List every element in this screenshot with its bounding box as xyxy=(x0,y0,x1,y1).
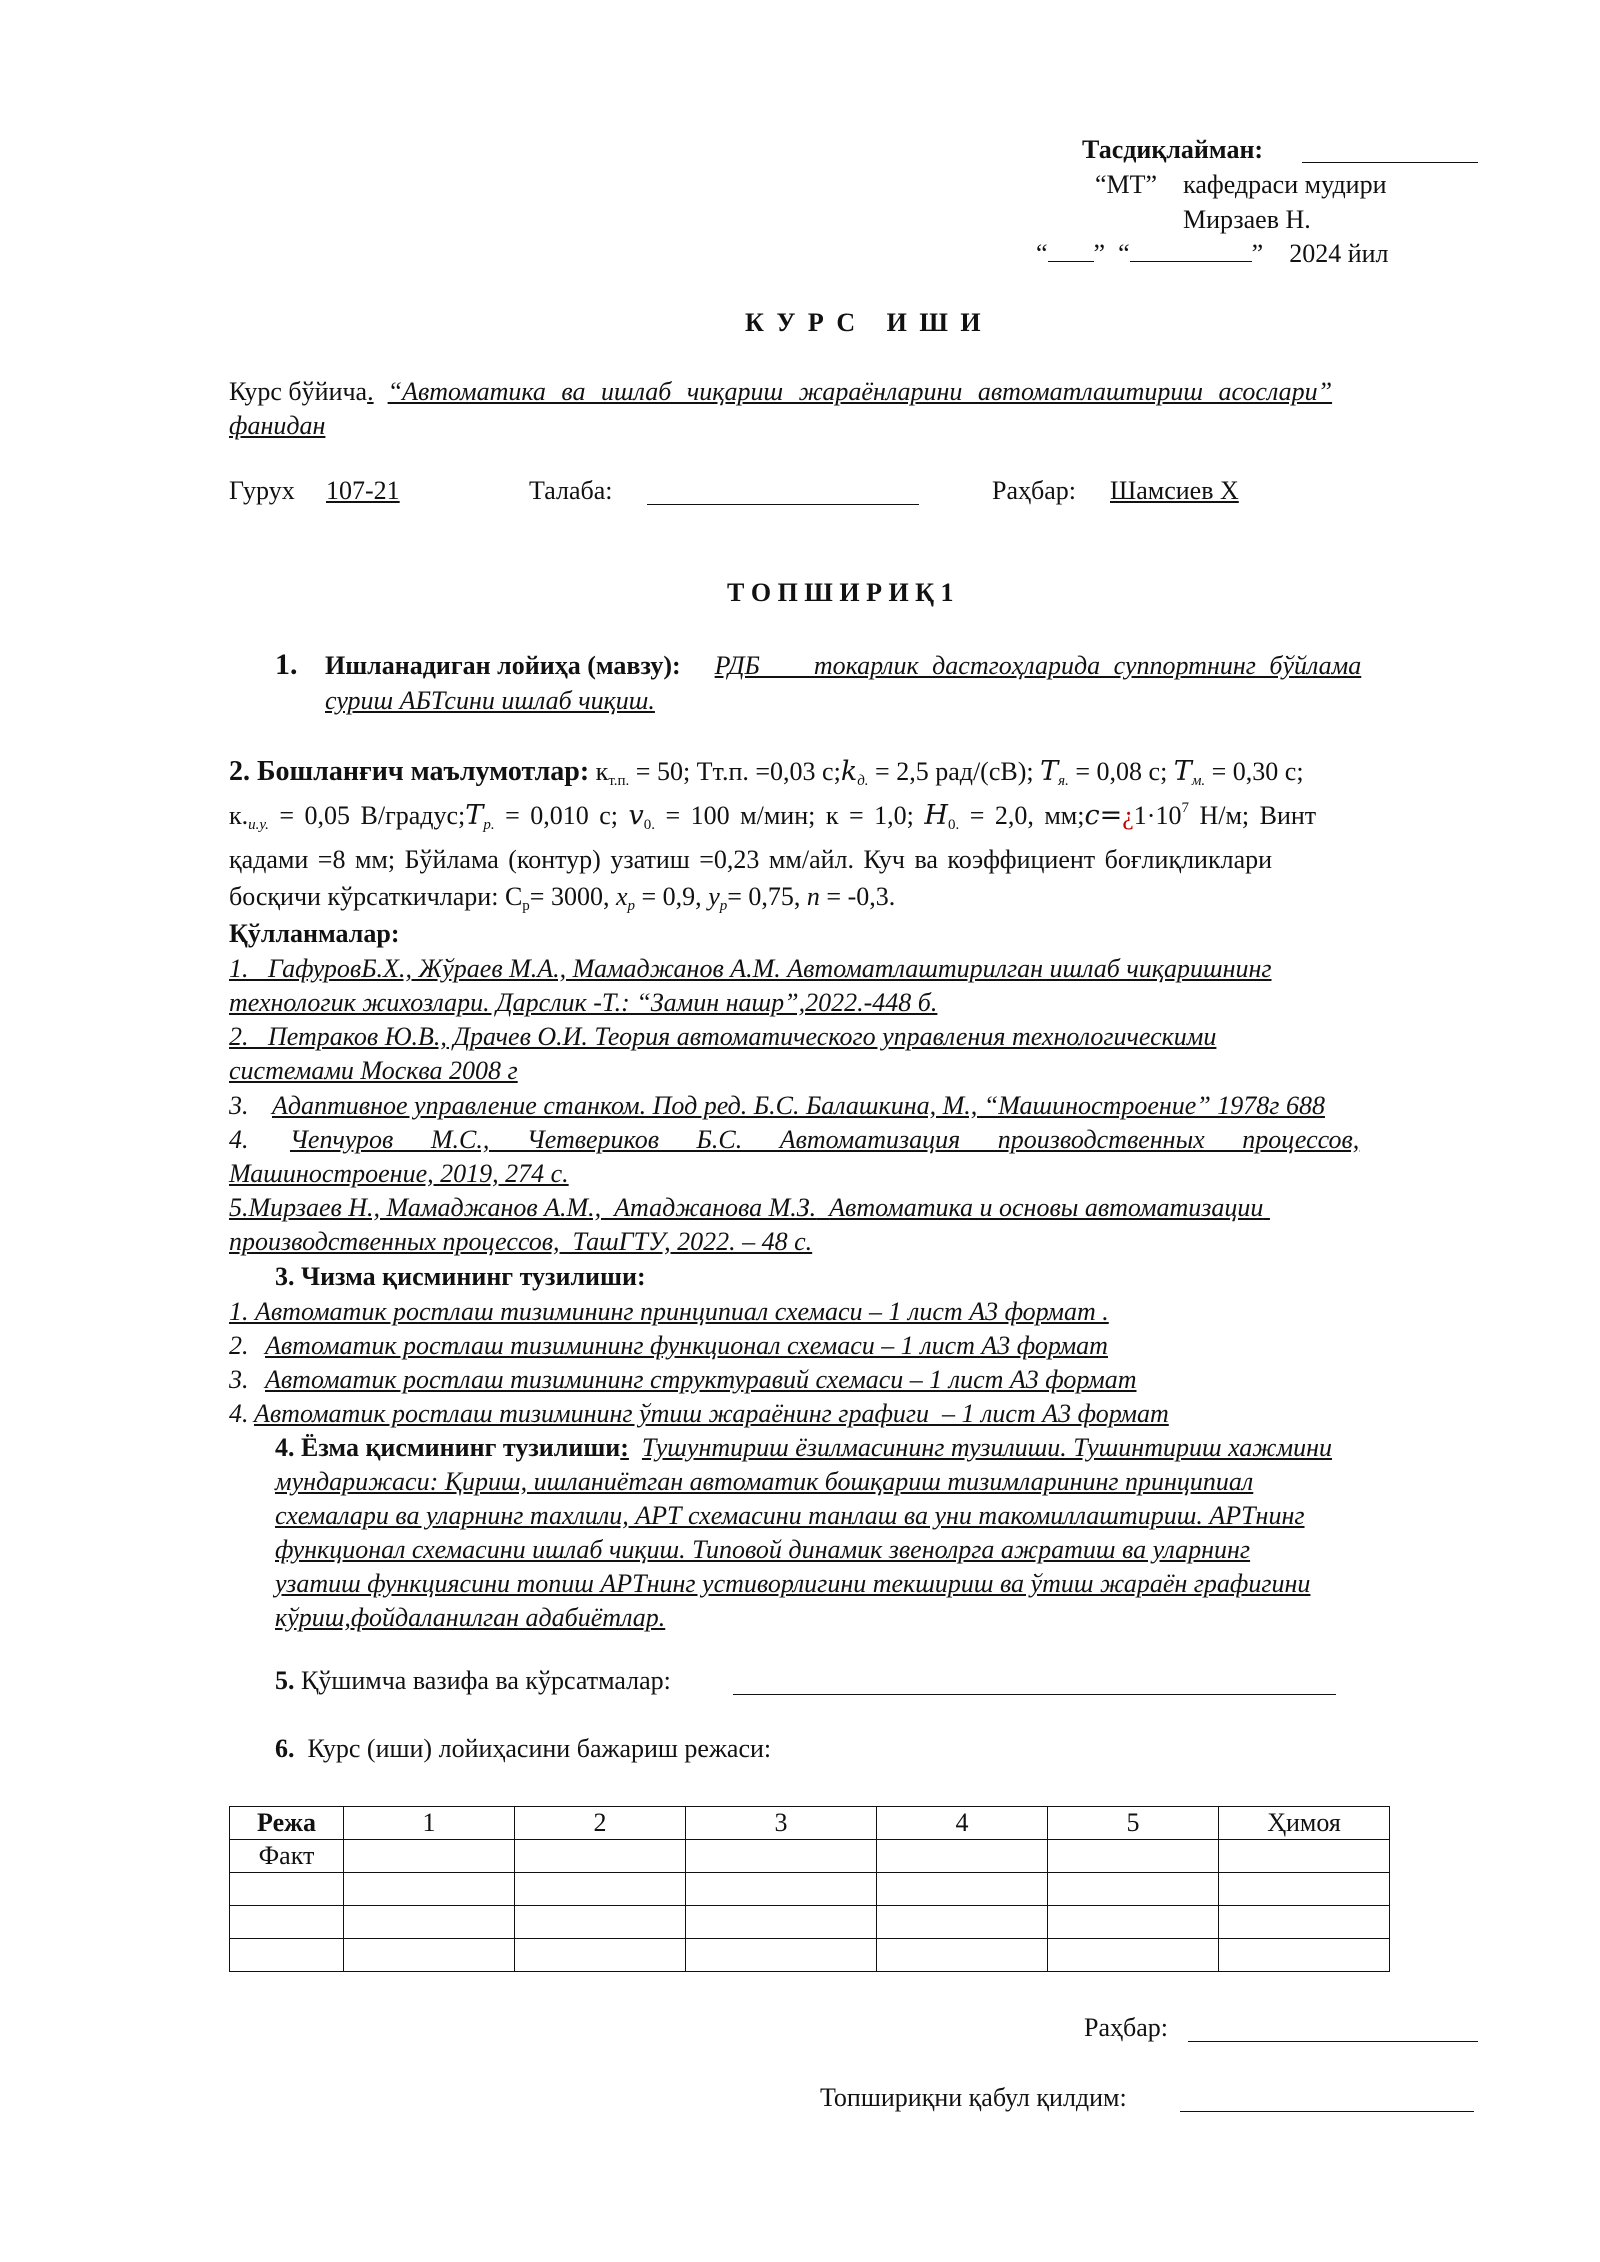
reference-4-number: 4. xyxy=(229,1125,249,1154)
table-cell xyxy=(1048,1906,1219,1939)
drawing-item-3-number: 3. xyxy=(229,1365,249,1394)
table-cell xyxy=(1219,1939,1390,1972)
doc-title: К У Р С И Ш И xyxy=(745,308,984,337)
table-cell xyxy=(877,1840,1048,1873)
table-cell xyxy=(877,1873,1048,1906)
table-header-cell: 2 xyxy=(515,1807,686,1840)
section4-line4: функционал схемасини ишлаб чиқиш. Типовой динамик звенолрга ажратиш ва уларнинг xyxy=(275,1535,1251,1564)
table-cell xyxy=(877,1906,1048,1939)
table-cell xyxy=(344,1873,515,1906)
reference-4b: Машиностроение, 2019, 274 с. xyxy=(229,1159,569,1188)
course-suffix: фанидан xyxy=(229,411,326,440)
table-header-cell: 4 xyxy=(877,1807,1048,1840)
table-cell xyxy=(686,1906,877,1939)
reference-3: Адаптивное управление станком. Под ред. Б.С. Балашкина, М., “Машиностроение” 1978г 688 xyxy=(272,1091,1325,1120)
drawing-item-3: Автоматик ростлаш тизимининг структуравий схемаси – 1 лист А3 формат xyxy=(265,1365,1137,1394)
table-row xyxy=(230,1939,1390,1972)
table-cell xyxy=(230,1939,344,1972)
approval-name: Мирзаев Н. xyxy=(1183,205,1311,234)
section4-line3: схемалари ва уларнинг тахлили, АРТ схемасини танлаш ва уни такомиллаштириш. АРТнинг xyxy=(275,1501,1305,1530)
table-header-cell: 5 xyxy=(1048,1807,1219,1840)
section1-line2: суриш АБТсини ишлаб чиқиш. xyxy=(325,686,655,715)
task-title: Т О П Ш И Р И Қ 1 xyxy=(727,578,954,607)
approval-dept: “МТ” кафедраси мудири xyxy=(1095,170,1387,199)
group-label: Гурух xyxy=(229,476,295,505)
reference-4a: Чепчуров М.С., Четвериков Б.С. Автоматизация производственных процессов, xyxy=(290,1125,1360,1154)
table-cell xyxy=(1048,1939,1219,1972)
drawing-item-1: 1. Автоматик ростлаш тизимининг принципиал схемаси – 1 лист А3 формат . xyxy=(229,1297,1109,1326)
references-title: Қўлланмалар: xyxy=(229,919,400,948)
table-cell xyxy=(686,1939,877,1972)
table-header-cell: 3 xyxy=(686,1807,877,1840)
section5-answer-line xyxy=(733,1694,1336,1695)
footer-advisor-line xyxy=(1188,2041,1478,2042)
section4-line1: 4. Ёзма қисмининг тузилиши: Тушунтириш ёзилмасининг тузилиши. Тушинтириш хажмини xyxy=(275,1433,1332,1462)
section6-line: 6. Курс (иши) лойиҳасини бажариш режаси: xyxy=(275,1734,772,1763)
table-header-cell: Режа xyxy=(230,1807,344,1840)
table-cell xyxy=(1219,1906,1390,1939)
section2-line4: босқичи кўрсаткичлари: $С_р= 3000$, $x_р = 0,9$, $у_р= 0,75$, n = -0,3. xyxy=(229,882,896,914)
course-line: Курс бўйича. “Автоматика ва ишлаб чиқариш жараёнларини автоматлаштириш асослари” xyxy=(229,377,1333,406)
drawing-item-2: Автоматик ростлаш тизимининг функционал схемаси – 1 лист А3 формат xyxy=(265,1331,1108,1360)
table-header-cell: 1 xyxy=(344,1807,515,1840)
approval-date: “ ” “ ” 2024 йил xyxy=(1036,239,1389,268)
table-row xyxy=(230,1840,1390,1873)
reference-5a: 5.Мирзаев Н., Мамаджанов А.М., Атаджанова М.З. Автоматика и основы автоматизации xyxy=(229,1193,1264,1222)
plan-table xyxy=(229,1806,1390,1972)
table-cell xyxy=(515,1939,686,1972)
section1-number: 1. xyxy=(275,648,298,681)
approval-signature-line xyxy=(1302,162,1478,163)
drawing-item-2-number: 2. xyxy=(229,1331,249,1360)
table-cell xyxy=(515,1873,686,1906)
section4-line5: узатиш функциясини топиш АРТнинг устиворлигини текшириш ва ўтиш жараён графигини xyxy=(275,1569,1311,1598)
table-cell xyxy=(686,1873,877,1906)
table-row xyxy=(230,1906,1390,1939)
table-cell xyxy=(230,1906,344,1939)
table-cell xyxy=(515,1840,686,1873)
table-cell xyxy=(344,1906,515,1939)
approval-title: Тасдиқлайман: xyxy=(1082,135,1264,164)
table-cell xyxy=(1048,1873,1219,1906)
group-value: 107-21 xyxy=(326,476,400,505)
table-cell xyxy=(230,1873,344,1906)
student-line xyxy=(647,504,919,505)
drawing-item-4: Автоматик ростлаш тизимининг ўтиш жараёнинг графиги – 1 лист А3 формат xyxy=(254,1399,1169,1428)
reference-2a: 2. Петраков Ю.В., Драчев О.И. Теория автоматического управления технологическими xyxy=(229,1022,1217,1051)
footer-accepted-label: Топшириқни қабул қилдим: xyxy=(820,2083,1127,2112)
table-row xyxy=(230,1873,1390,1906)
table-row xyxy=(230,1807,1390,1840)
section1-line1: Ишланадиган лойиҳа (мавзу): РДБ токарлик дастгоҳларида суппортнинг бўйлама xyxy=(325,651,1362,680)
reference-3-number: 3. xyxy=(229,1091,249,1120)
section2-line2: $к._{и.у.} = 0,05$ $В/градус;T_{р.} = 0,010$ с; $v_{0.} = 100$ м/мин; к = 1,0; $H_{0.} = 2,0$, $мм;c=¿1\cdot 10^7$ Н/м; Винт xyxy=(229,800,1317,833)
table-cell xyxy=(1219,1873,1390,1906)
table-cell xyxy=(686,1840,877,1873)
table-row-label: Факт xyxy=(230,1840,344,1873)
table-cell xyxy=(877,1939,1048,1972)
student-label: Талаба: xyxy=(529,476,613,505)
table-header-cell: Ҳимоя xyxy=(1219,1807,1390,1840)
footer-accepted-line xyxy=(1180,2111,1474,2112)
section2-line3: қадами =8 мм; Бўйлама (контур) узатиш =0,23 мм/айл. Куч ва коэффициент боғлиқликлари xyxy=(229,845,1273,874)
table-cell xyxy=(344,1840,515,1873)
reference-1b: технологик жихозлари. Дарслик -Т.: “Замин нашр”,2022.-448 б. xyxy=(229,988,938,1017)
reference-1a: 1. ГафуровБ.Х., Жўраев М.А., Мамаджанов А.М. Автоматлаштирилган ишлаб чиқаришнинг xyxy=(229,954,1272,983)
table-cell xyxy=(1219,1840,1390,1873)
footer-advisor-label: Раҳбар: xyxy=(1084,2013,1168,2042)
reference-5b: производственных процессов, ТашГТУ, 2022. – 48 с. xyxy=(229,1227,813,1256)
table-cell xyxy=(515,1906,686,1939)
table-cell xyxy=(1048,1840,1219,1873)
reference-2b: системами Москва 2008 г xyxy=(229,1056,518,1085)
section4-line2: мундарижаси: Қириш, ишланиётган автоматик бошқариш тизимларининг принципиал xyxy=(275,1467,1254,1496)
advisor-label: Раҳбар: xyxy=(992,476,1076,505)
table-cell xyxy=(344,1939,515,1972)
section4-line6: кўриш,фойдаланилган адабиётлар. xyxy=(275,1603,666,1632)
section2-line1: 2. Бошланғич маълумотлар: $к_{т.п.} = 50$; Тт.п. =0,03 $с;k_{д.} = 2,5$ рад/(сВ); $T_{я.} = 0,08$ с; $T_{м.} = 0,30$ с; xyxy=(229,756,1304,789)
advisor-value: Шамсиев Х xyxy=(1110,476,1239,505)
section5-line: 5. Қўшимча вазифа ва кўрсатмалар: xyxy=(275,1666,671,1695)
section3-title: 3. Чизма қисмининг тузилиши: xyxy=(275,1262,646,1291)
drawing-item-4-number: 4. xyxy=(229,1399,249,1428)
